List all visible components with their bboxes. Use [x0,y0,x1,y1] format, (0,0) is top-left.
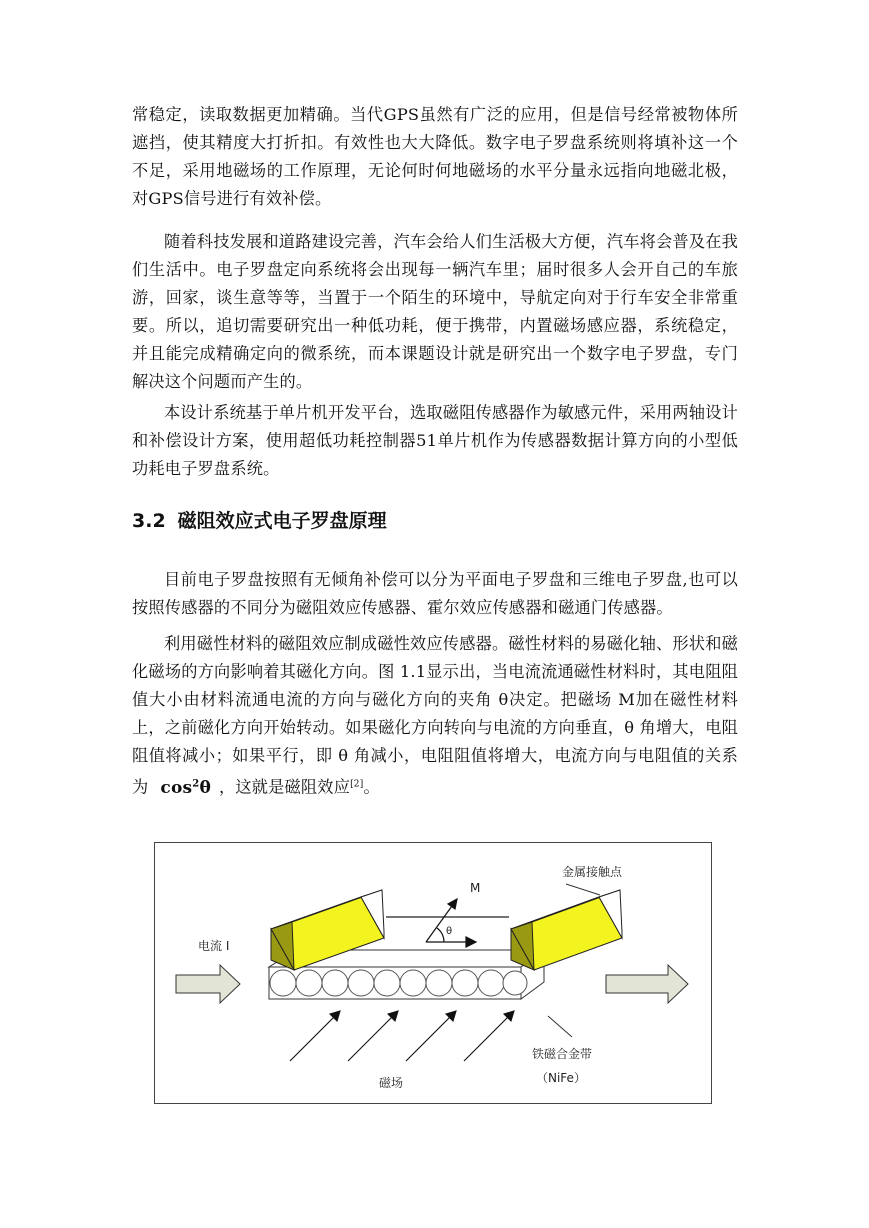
citation-ref: [2] [350,779,364,790]
alloy-label: 铁磁合金带 [532,1047,593,1061]
formula-variable: θ [199,777,211,798]
section-title: 磁阻效应式电子罗盘原理 [177,510,387,532]
formula-exponent: 2 [192,778,200,789]
cos-squared-formula [160,778,211,798]
nife-label: （NiFe） [536,1071,586,1085]
paragraph-classification: 目前电子罗盘按照有无倾角补偿可以分为平面电子罗盘和三维电子罗盘,也可以按照传感器的不同分为磁阻效应传感器、霍尔效应传感器和磁通门传感器。 [132,570,738,617]
paragraph-design-summary: 本设计系统基于单片机开发平台，选取磁阻传感器作为敏感元件，采用两轴设计和补偿设计方案，使用超低功耗控制器51单片机作为传感器数据计算方向的小型低功耗电子罗盘系统。 [132,403,738,478]
section-heading [132,506,387,533]
current-label: 电流 I [198,939,230,953]
magnetoresistance-figure [154,842,712,1104]
section-number: 3.2 [132,510,166,532]
field-label: 磁场 [379,1076,404,1090]
m-label: M [470,881,481,895]
paragraph-tail: ，这就是磁阻效应 [218,777,351,797]
formula-base: cos [160,777,193,798]
theta-label: θ [446,926,453,937]
paragraph-main-text: 利用磁性材料的磁阻效应制成磁性效应传感器。磁性材料的易磁化轴、形状和磁化磁场的方向影响着其磁化方向。图 1.1显示出，当电流流通磁性材料时，其电阻阻值大小由材料流通电流的方向与磁化方向的夹角 θ决定。把磁场 M加在磁性材料上，之前磁化方向开始转动。如果磁化方向转向与电流的方向垂直，θ 角增大，电阻阻值将减小；如果平行，即 θ 角减小，电阻阻值将增大，电流方向与电阻值的关系为 [132,634,738,797]
paragraph-magnetoresistance [132,630,738,802]
paragraph-gps: 常稳定，读取数据更加精确。当代GPS虽然有广泛的应用，但是信号经常被物体所遮挡，使其精度大打折扣。有效性也大大降低。数字电子罗盘系统则将填补这一个不足，采用地磁场的工作原理，无论何时何地磁场的水平分量永远指向地磁北极，对GPS信号进行有效补偿。 [132,105,738,208]
paragraph-end: 。 [363,777,380,797]
contact-label: 金属接触点 [562,865,623,879]
paragraph-automotive: 随着科技发展和道路建设完善，汽车会给人们生活极大方便，汽车将会普及在我们生活中。电子罗盘定向系统将会出现每一辆汽车里；届时很多人会开自己的车旅游，回家，谈生意等等，当置于一个陌生的环境中，导航定向对于行车安全非常重要。所以，追切需要研究出一种低功耗，便于携带，内置磁场感应器，系统稳定，并且能完成精确定向的微系统，而本课题设计就是研究出一个数字电子罗盘，专门解决这个问题而产生的。 [132,232,738,391]
